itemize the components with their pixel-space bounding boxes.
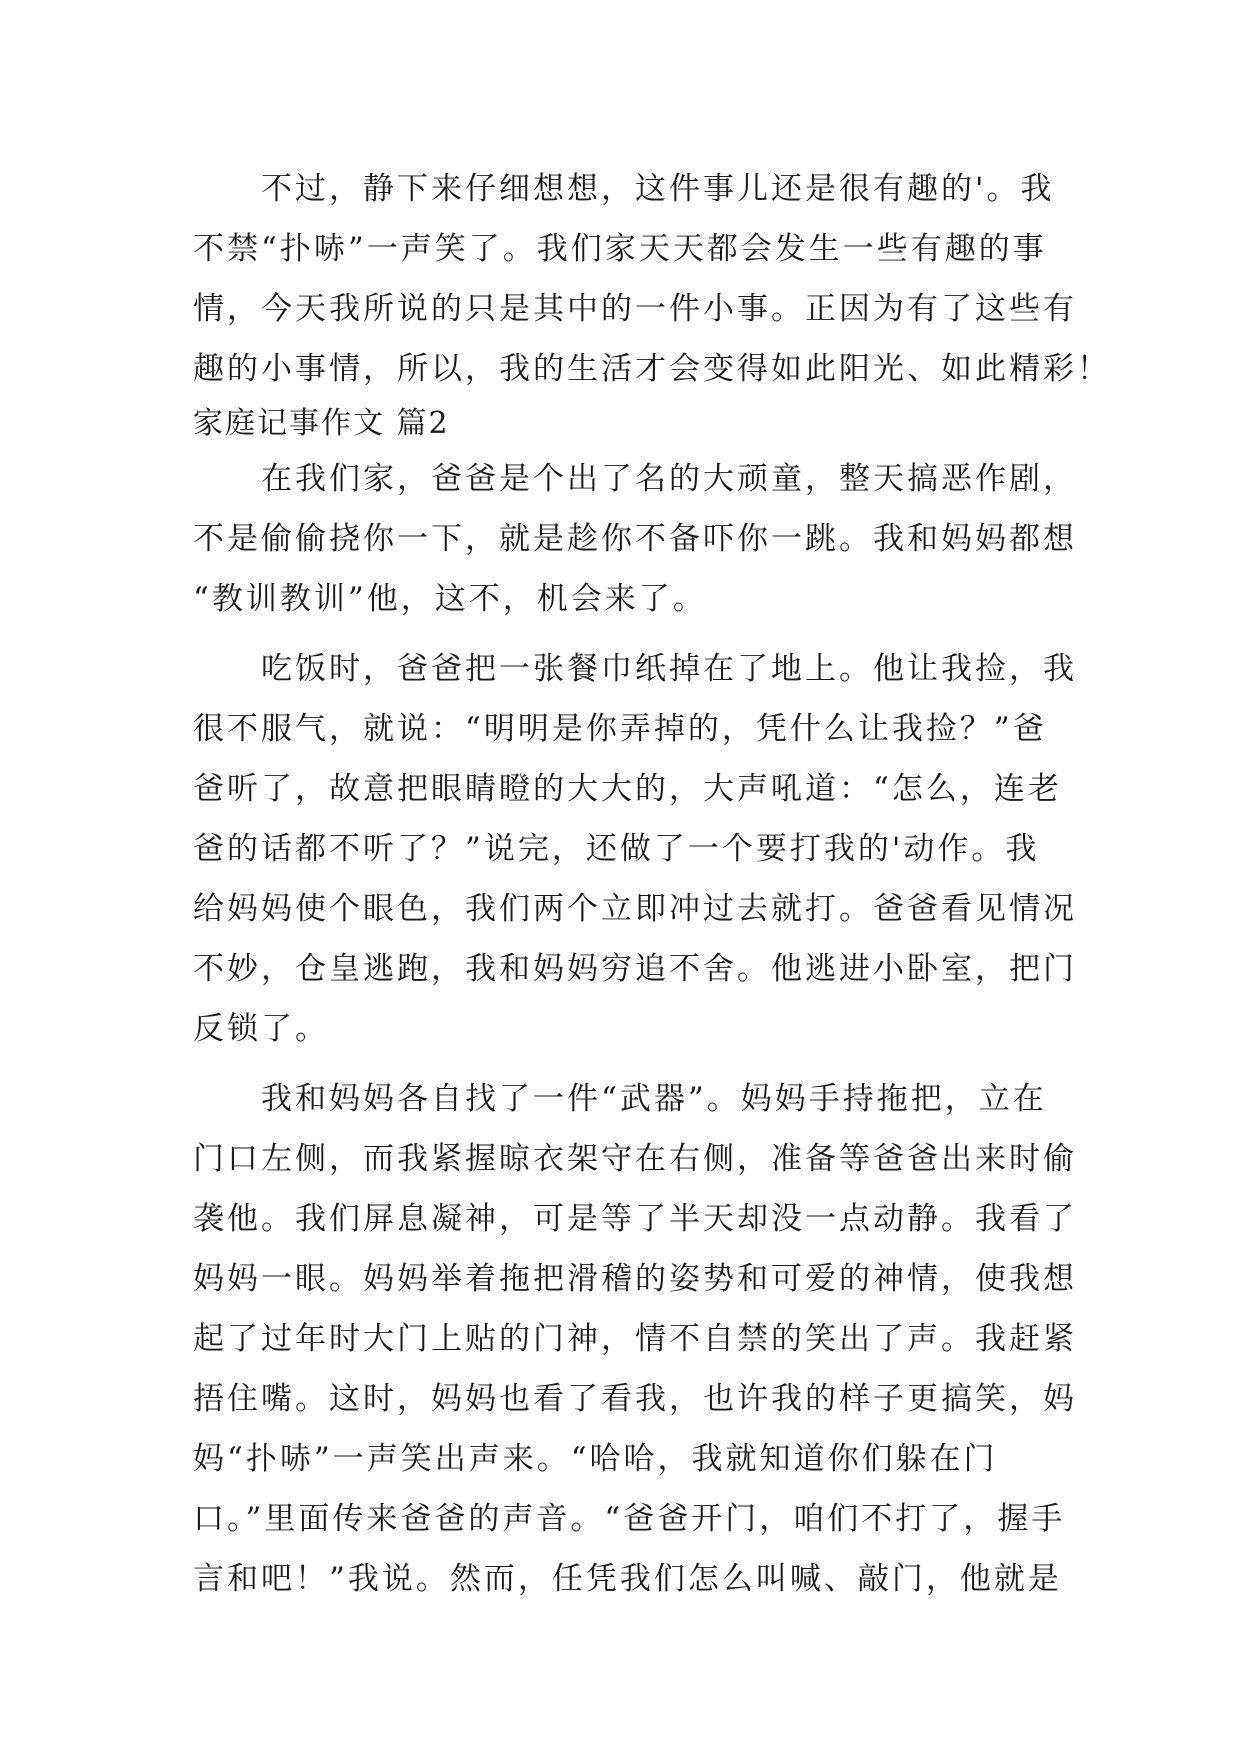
text-line: 在我们家，爸爸是个出了名的大顽童，整天搞恶作剧， [193,461,1077,497]
text-line: “教训教训”他，这不，机会来了。 [193,581,707,617]
paragraph-3 [193,639,1077,1059]
text-line: 捂住嘴。这时，妈妈也看了看我，也许我的样子更搞笑，妈 [193,1381,1077,1417]
text-line: 给妈妈使个眼色，我们两个立即冲过去就打。爸爸看见情况 [193,891,1077,927]
paragraph-gap [193,629,1053,639]
text-line: 爸听了，故意把眼睛瞪的大大的，大声吼道：“怎么，连老 [193,771,1062,807]
text-line: 爸的话都不听了？”说完，还做了一个要打我的'动作。我 [193,831,1040,867]
paragraph-4 [193,1069,1077,1609]
text-line: 不禁“扑哧”一声笑了。我们家天天都会发生一些有趣的事 [193,231,1047,267]
text-line: 情，今天我所说的只是其中的一件小事。正因为有了这些有 [193,291,1077,327]
text-line: 起了过年时大门上贴的门神，情不自禁的笑出了声。我赶紧 [193,1321,1077,1357]
text-line: 妈妈一眼。妈妈举着拖把滑稽的姿势和可爱的神情，使我想 [193,1261,1077,1297]
text-line: 吃饭时，爸爸把一张餐巾纸掉在了地上。他让我捡，我 [193,651,1077,687]
text-line: 趣的小事情，所以，我的生活才会变得如此阳光、如此精彩！ [193,351,1111,387]
section-title: 家庭记事作文 篇2 [193,406,450,441]
text-line: 很不服气，就说：“明明是你弄掉的，凭什么让我捡？”爸 [193,711,1047,747]
text-line: 言和吧！”我说。然而，任凭我们怎么叫喊、敲门，他就是 [193,1561,1062,1597]
text-line: 袭他。我们屏息凝神，可是等了半天却没一点动静。我看了 [193,1201,1077,1237]
text-line: 不过，静下来仔细想想，这件事儿还是很有趣的'。我 [193,171,1055,207]
text-line: 不是偷偷挠你一下，就是趁你不备吓你一跳。我和妈妈都想 [193,521,1077,557]
text-line: 不妙，仓皇逃跑，我和妈妈穷追不舍。他逃进小卧室，把门 [193,951,1077,987]
text-line: 妈“扑哧”一声笑出声来。“哈哈，我就知道你们躲在门 [193,1441,998,1477]
paragraph-gap [193,1059,1053,1069]
text-line: 反锁了。 [193,1011,329,1047]
paragraph-1 [193,159,1111,399]
paragraph-2 [193,449,1077,629]
text-line: 门口左侧，而我紧握晾衣架守在右侧，准备等爸爸出来时偷 [193,1141,1077,1177]
document-page [193,159,1111,1609]
text-line: 口。”里面传来爸爸的声音。“爸爸开门，咱们不打了，握手 [193,1501,1066,1537]
text-line: 我和妈妈各自找了一件“武器”。妈妈手持拖把，立在 [193,1081,1047,1117]
